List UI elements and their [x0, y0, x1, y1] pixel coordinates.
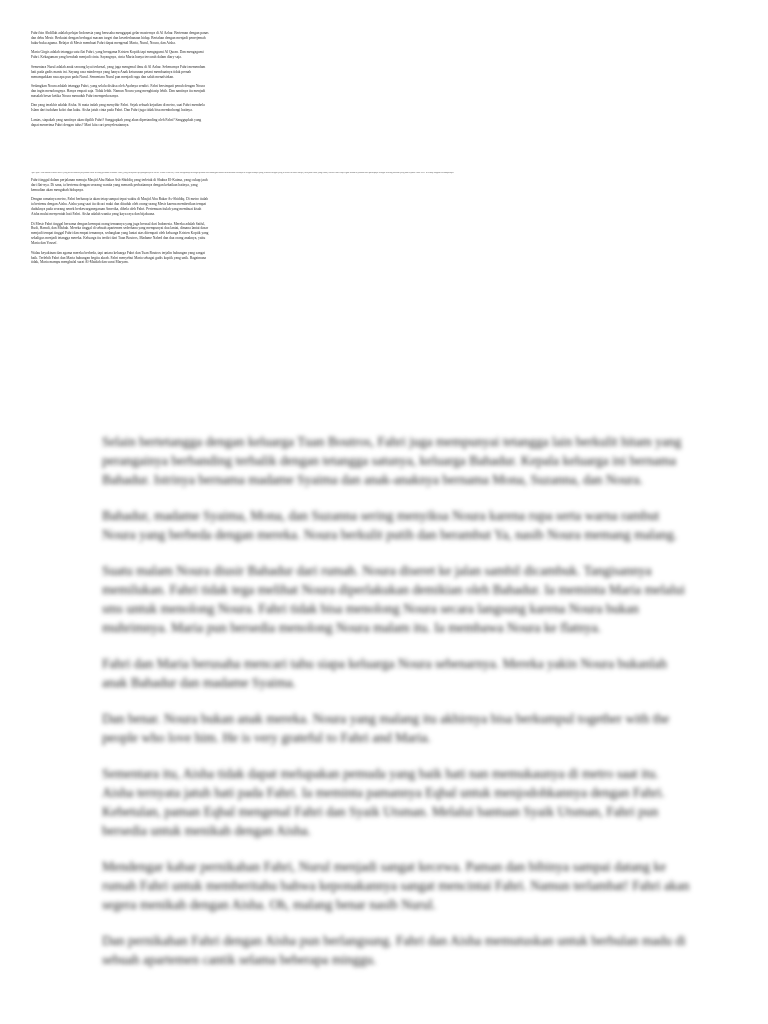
- paragraph: Dan benar. Noura bukan anak mereka. Noura yang malang itu akhirnya bisa berkumpul together with the people who love him. He is very grateful to Fahri and Maria.: [102, 711, 670, 745]
- top-text-column-lower: [31, 178, 209, 270]
- blurred-text-column: [102, 432, 692, 986]
- paragraph: Walau keyakinan dan agama mereka berbeda, tapi antara keluarga Fahri dan Tuan Boutros terjalin hubungan yang sangat baik. Terlebih Fahri dan Maria hubungan begitu akrab. Fahri menyebut Maria sebagai gadis koptik yang unik. Bagaimana tidak, Maria mampu menghafal surat Al-Maidah dan surat Maryam.: [31, 250, 207, 265]
- paragraph: Mendengar kabar pernikahan Fahri, Nurul menjadi sangat kecewa. Paman dan bibinya sampai datang ke rumah Fahri untuk memberitahu bahwa keponakannya sangat mencintai Fahri. Namun terlambat! Fahri akan segera menikah dengan Aisha. Oh, malang benar nasib Nurul.: [102, 859, 690, 912]
- paragraph: Sedangkan Noura adalah tetangga Fahri, yang selalu disiksa oleh Ayahnya sendiri. Fahri bersimpati penuh dengan Noura dan ingin menolongnya. Hanya empati saja. Tidak lebih. Namun Noura yang menghiasip lebih. Dan nantinya itu menjadi masalah besar ketika Noura menuduh Fahri memperkosanya.: [31, 84, 206, 98]
- paragraph: Lantas, siapakah yang nantinya akan dipilih Fahri? Sanggupkah yang akan dipertanding oleh Fahri? Sanggupkah yang dapat menerima Fahri dengan tulus? Mari kita cari penyelesaiannya.: [31, 117, 202, 127]
- paragraph: Fahri bin Abdillah adalah pelajar Indonesia yang berusaha menggapai gelar masternya di Al Azhar. Berteman dengan panas dan debu Mesir. Berkutat dengan berbagai macam target dan kesederhanaan hidup. Bertahan dengan menjadi penerjemah buku-buku agama. Belajar di Mesir membuat Fahri dapat mengenal Maria, Nurul, Noura, dan Aisha.: [31, 31, 209, 45]
- paragraph: Fahri tinggal dalam perjalanan menuju Masjid Abu Bakar Ash-Shiddiq yang terletak di Shubra El-Kaima, yang cukup jauh dari flat-nya. Di sana, ia bertemu dengan seorang wanita yang menarik perhatiannya dengan kebaikan hatinya, yang kemudian akan mengubah hidupnya.: [31, 178, 208, 192]
- paragraph: Suatu malam Noura diusir Bahadur dari rumah. Noura diseret ke jalan sambil dicambuk. Tangisannya memilukan. Fahri tidak tega melihat Noura diperlakukan demikian oleh Bahadur. Ia meminta Maria melalui sms untuk menolong Noura. Fahri tidak bisa menolong Noura secara langsung karena Noura bukan muhrimnya. Maria pun bersedia menolong Noura malam itu. Ia membawa Noura ke flatnya.: [102, 563, 685, 635]
- paragraph: Dengan ramainya metro, Fahri berharap ia akan tetap sampai tepat waktu di Masjid Abu Bakar As-Shiddiq. Di metro itulah ia bertemu dengan Aisha. Aisha yang saat itu dicaci maki dan dituduh oleh orang-orang Mesir karena memberikan tempat duduknya pada seorang nenek berkewarganegaraan Amerika, dibela oleh Fahri. Pertemuan itulah yang membuat kisah Aisha mulai menyentuh hati Fahri. Aisha adalah wanita yang kaya raya dan bijaksana.: [31, 197, 209, 217]
- paragraph: Dan pernikahan Fahri dengan Aisha pun berlangsung. Fahri dan Aisha memutuskan untuk berbulan madu di sebuah apartemen cantik selama beberapa minggu.: [102, 933, 686, 967]
- paragraph: Maria Girgis adalah tetangga satu flat Fahri, yang beragama Kristen Koptik tapi mengagumi Al Quran. Dan mengagumi Fahri. Kekaguman yang berubah menjadi cinta. Sayangnya, cinta Maria hanya tercurah dalam diary saja.: [31, 50, 204, 60]
- paragraph: Bahadur, madame Syaima, Mona, dan Suzanna sering menyiksa Noura karena rupa serta warna rambut Noura yang berbeda dengan mereka. Noura berkulit putih dan berambut Ya, nasib Noura memang malang.: [102, 508, 678, 542]
- paragraph: Sementara Nurul adalah anak seorang kyai terkenal, yang juga mengenal ilmu di Al Azhar. Sebenarnya Fahri memendam hati pada gadis manis ini. Sayang rasa mindernya yang hanya Anak keturunan petani membuatnya tidak pernah menampakkan rasa apa pun pada Nurul. Sementara Nurul pun menjadi ragu dan salah menafsirkan.: [31, 64, 206, 79]
- overflowing-text-line: Apa Ayat Cinta adalah sebuah novel yang menceritakan perjalanan cinta seorang pemuda bernama Fahri, yang menyusuri perjuangannya di Mesir. Selain cerita itu, Fahri menghadapi berbagai pilihan dan tantangan dalam menemukan cintanya di tengah budaya yang berbeda dengan yang ia kenal di tanah airnya, menjalin kisah yang indah, walau Fahri tetap teguh dalam keyakinan dan prinsipnya sebagai seorang muslim yang taat kepada Allah SWT di setiap langkah kehidupannya.: [31, 171, 455, 174]
- paragraph: Di Mesir Fahri tinggal bersama dengan keempat orang temannya yang juga berasal dari Indonesia. Mereka adalah Saiful, Rudi, Hamdi, dan Misbah. Mereka tinggal di sebuah apartemen sederhana yang mempunyai dua lantai, dimana lantai dasar menjadi tempat tinggal Fahri dan empat temannya, sedangkan yang lantai atas ditempati oleh keluarga Kristen Koptik yang sekaligus menjadi tetangga mereka. Keluarga itu terdiri dari Tuan Boutros, Madame Nahed dan dua orang anaknya, yaitu Maria dan Yousef.: [31, 221, 209, 246]
- paragraph: Dan yang terakhir adalah Aisha. Si mata indah yang menyihir Fahri. Sejak sebuah kejadian di metro, saat Fahri membela Islam dari tuduhan kolot dan kaku. Aisha jatuh cinta pada Fahri. Dan Fahri juga tidak bisa membohongi hatinya.: [31, 103, 205, 113]
- paragraph: Sementara itu, Aisha tidak dapat melupakan pemuda yang baik hati nan memukaunya di metro saat itu. Aisha ternyata jatuh hati pada Fahri. Ia meminta pamannya Eqbal untuk menjodohkannya dengan Fahri. Kebetulan, paman Eqbal mengenal Fahri dan Syaik Utsman. Melalui bantuan Syaik Utsman, Fahri pun bersedia untuk menikah dengan Aisha.: [102, 766, 665, 838]
- paragraph: Selain bertetangga dengan keluarga Tuan Boutros, Fahri juga mempunyai tetangga lain berkulit hitam yang perangainya berbanding terbalik dengan tetangga satunya, keluarga Bahadur. Kepala keluarga ini bernama Bahadur. Istrinya bernama madame Syaima dan anak-anaknya bernama Mona, Suzanna, dan Noura.: [102, 434, 682, 487]
- paragraph: Fahri dan Maria berusaha mencari tahu siapa keluarga Noura sebenarnya. Mereka yakin Noura bukanlah anak Bahadur dan madame Syaima.: [102, 656, 668, 690]
- top-text-column: [31, 31, 209, 132]
